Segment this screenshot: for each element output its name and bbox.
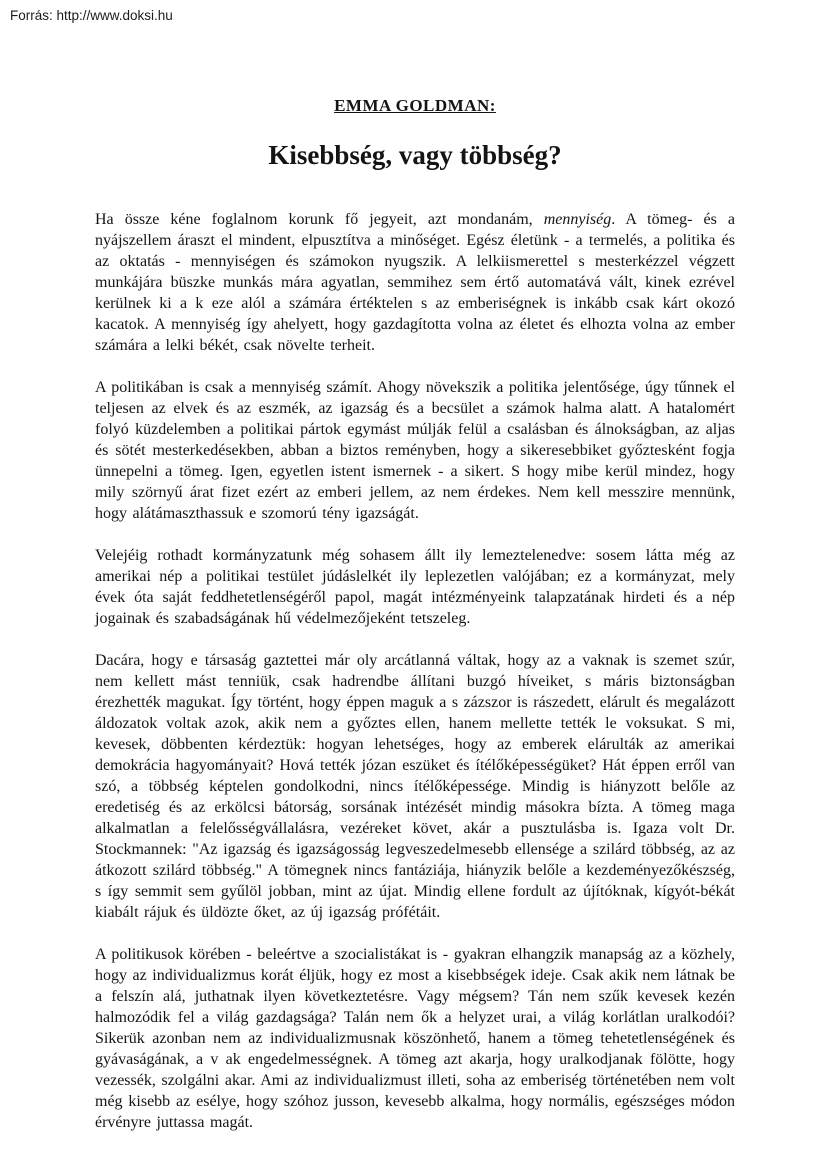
paragraph-1-text-end: . A tömeg- és a nyájszellem áraszt el mindent, elpusztítva a minőséget. Egész életünk - a termelés, a politika és az oktatás - mennyiségen és számokon nyugszik. A lelkiismerettel s mesterkézzel végzett munkájára büszke munkás mára agyatlan, semmihez sem értő automatává vált, kinek ezrével kerülnek ki a k eze alól a számára értéktelen s az emberiségnek is inkább csak kárt okozó kacatok. A mennyiség így ahelyett, hogy gazdagította volna az életet és elhozta volna az ember számára a lelki békét, csak növelte terheit. xyxy=(95,211,736,354)
source-note: Forrás: http://www.doksi.hu xyxy=(10,8,173,23)
paragraph-5: A politikusok körében - beleértve a szocialistákat is - gyakran elhangzik manapság az a közhely, hogy az individualizmus korát éljük, hogy ez most a kisebbségek ideje. Csak akik nem látnak be a felszín alá, juthatnak ilyen következtetésre. Vagy mégsem? Tán nem szűk kevesek kezén halmozódik fel a világ gazdagsága? Talán nem ők a helyzet urai, a világ korlátlan uralkodói? Sikerük azonban nem az individualizmusnak köszönhető, hanem a tömeg tehetetlenségének és gyávaságának, a v ak engedelmességnek. A tömeg azt akarja, hogy uralkodjanak fölötte, hogy vezessék, szolgálni akar. Ami az individualizmust illeti, soha az emberiség történetében nem volt még kisebb az esélye, hogy szóhoz jusson, kevesebb alkalma, hogy normális, egészséges módon érvényre juttassa magát. xyxy=(95,946,735,1131)
document-body xyxy=(95,209,735,1133)
document-title: Kisebbség, vagy többség? xyxy=(268,140,562,170)
paragraph-1-text-start: Ha össze kéne foglalnom korunk fő jegyeit, azt mondanám, xyxy=(95,211,544,228)
paragraph-4: Dacára, hogy e társaság gaztettei már oly arcátlanná váltak, hogy az a vaknak is szemet szúr, nem kellett mást tenniük, csak hadrendbe állítani buzgó híveiket, s máris biztonságban érezhették magukat. Így történt, hogy éppen maguk a s zázszor is rászedett, elárult és megalázott áldozatok voltak azok, akik nem a győztes ellen, hanem mellette tették le voksukat. S mi, kevesek, döbbenten kérdeztük: hogyan lehetséges, hogy az emberek elárulták az amerikai demokrácia hagyományait? Hová tették józan eszüket és ítélőképességüket? Hát éppen erről van szó, a többség képtelen gondolkodni, nincs ítélőképessége. Mindig is hiányzott belőle az eredetiség és az erkölcsi bátorság, sorsának intézését mindig másokra bízta. A tömeg maga alkalmatlan a felelősségvállalásra, vezéreket követ, akár a pusztulásba is. Igaza volt Dr. Stockmannek: "Az igazság és igazságosság legveszedelmesebb ellensége a szilárd többség, az az átkozott szilárd többség." A tömegnek nincs fantáziája, hiányzik belőle a kezdeményezőkészség, s így semmit sem gyűlöl jobban, mint az újat. Mindig ellene fordult az újítóknak, kígyót-békát kiabált rájuk és üldözte őket, az új igazság prófétáit. xyxy=(95,652,735,921)
paragraph-1-italic-word: mennyiség xyxy=(543,211,612,228)
author-heading-text: EMMA GOLDMAN: xyxy=(334,96,496,115)
paragraph-3: Velejéig rothadt kormányzatunk még sohasem állt ily lemeztelenedve: sosem látta még az amerikai nép a politikai testület júdáslelkét ily leplezetlen valójában; ez a kormányzat, mely évek óta saját feddhetetlenségéről papol, magát intézményeink talapzatának hirdeti és a nép jogainak és szabadságának hű védelmezőjeként tetszeleg. xyxy=(95,547,735,627)
author-heading xyxy=(95,96,735,116)
paragraph-1 xyxy=(95,209,735,356)
paragraph-2: A politikában is csak a mennyiség számít. Ahogy növekszik a politika jelentősége, úgy tűnnek el teljesen az elvek és az eszmék, az igazság és a becsület a számok halma alatt. A hatalomért folyó küzdelemben a politikai pártok egymást múlják felül a csalásban és álnokságban, az aljas és sötét mesterkedésekben, abban a biztos reményben, hogy a sikeresebbiket győztesként fogja ünnepelni a tömeg. Igen, egyetlen istent ismernek - a sikert. S hogy mibe kerül mindez, hogy mily szörnyű árat fizet ezért az emberi jellem, az nem érdekes. Nem kell messzire mennünk, hogy alátámaszthassuk e szomorú tény igazságát. xyxy=(95,379,735,522)
